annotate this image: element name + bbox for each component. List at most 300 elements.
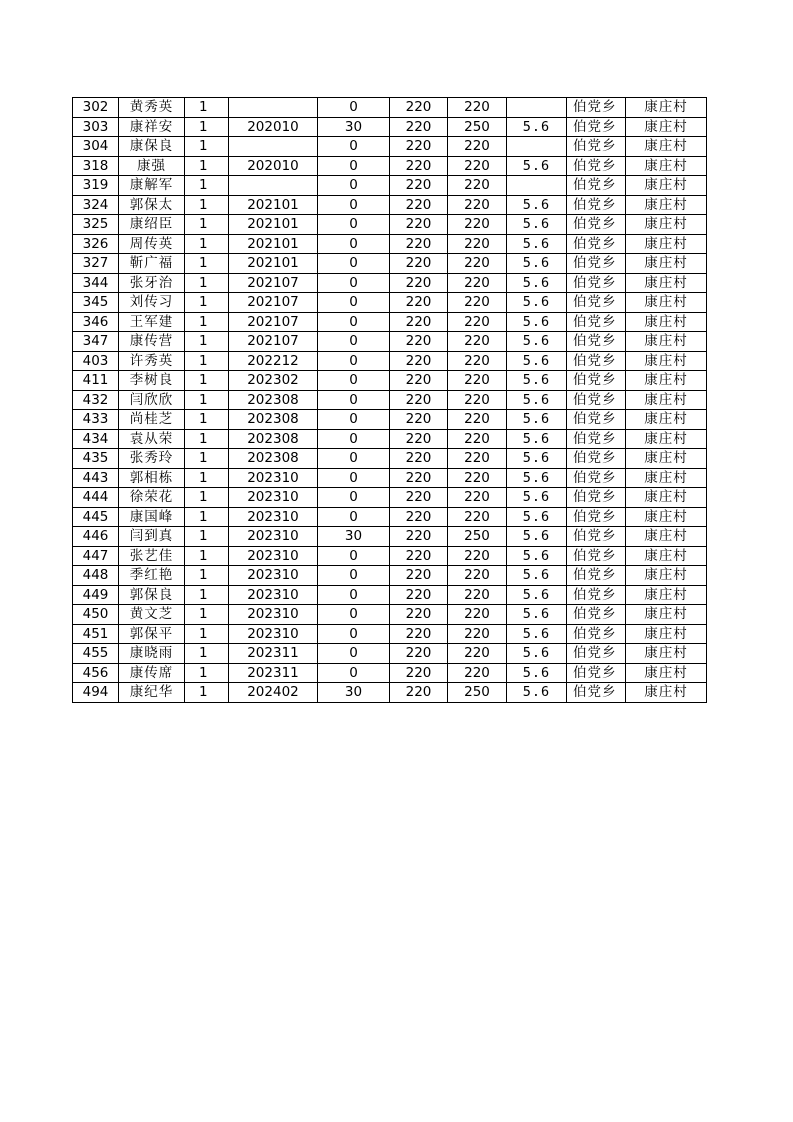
cell-township: 伯党乡 [567, 410, 626, 430]
cell-village: 康庄村 [626, 449, 707, 469]
cell-person-name: 郭保平 [119, 624, 185, 644]
cell-township: 伯党乡 [567, 312, 626, 332]
cell-rate: 5.6 [507, 605, 567, 625]
cell-row-id: 435 [73, 449, 119, 469]
cell-row-id: 324 [73, 195, 119, 215]
cell-base-amount: 220 [390, 507, 448, 527]
cell-household-count: 1 [185, 507, 229, 527]
cell-row-id: 450 [73, 605, 119, 625]
cell-village: 康庄村 [626, 527, 707, 547]
cell-village: 康庄村 [626, 644, 707, 664]
cell-village: 康庄村 [626, 429, 707, 449]
cell-household-count: 1 [185, 546, 229, 566]
table-row [73, 273, 707, 293]
cell-row-id: 411 [73, 371, 119, 391]
cell-total-amount: 220 [448, 624, 507, 644]
cell-extra-amount: 0 [318, 488, 390, 508]
cell-person-name: 尚桂芝 [119, 410, 185, 430]
cell-person-name: 郭保良 [119, 585, 185, 605]
table-row [73, 663, 707, 683]
cell-village: 康庄村 [626, 605, 707, 625]
table-row [73, 566, 707, 586]
cell-person-name: 周传英 [119, 234, 185, 254]
cell-extra-amount: 0 [318, 410, 390, 430]
table-row [73, 390, 707, 410]
cell-village: 康庄村 [626, 351, 707, 371]
cell-person-name: 康纪华 [119, 683, 185, 703]
cell-row-id: 448 [73, 566, 119, 586]
cell-base-amount: 220 [390, 605, 448, 625]
cell-rate: 5.6 [507, 293, 567, 313]
cell-row-id: 433 [73, 410, 119, 430]
cell-household-count: 1 [185, 527, 229, 547]
table-row [73, 371, 707, 391]
cell-rate: 5.6 [507, 410, 567, 430]
table-row [73, 644, 707, 664]
cell-row-id: 325 [73, 215, 119, 235]
cell-base-amount: 220 [390, 273, 448, 293]
cell-household-count: 1 [185, 410, 229, 430]
cell-total-amount: 220 [448, 585, 507, 605]
cell-person-name: 张艺佳 [119, 546, 185, 566]
cell-total-amount: 220 [448, 215, 507, 235]
cell-start-month: 202101 [229, 234, 318, 254]
cell-township: 伯党乡 [567, 234, 626, 254]
cell-extra-amount: 0 [318, 663, 390, 683]
cell-village: 康庄村 [626, 156, 707, 176]
cell-household-count: 1 [185, 605, 229, 625]
table-row [73, 215, 707, 235]
cell-row-id: 456 [73, 663, 119, 683]
cell-village: 康庄村 [626, 176, 707, 196]
cell-village: 康庄村 [626, 371, 707, 391]
cell-row-id: 434 [73, 429, 119, 449]
cell-base-amount: 220 [390, 195, 448, 215]
cell-village: 康庄村 [626, 332, 707, 352]
cell-base-amount: 220 [390, 254, 448, 274]
cell-extra-amount: 30 [318, 117, 390, 137]
cell-person-name: 郭相栋 [119, 468, 185, 488]
cell-rate: 5.6 [507, 332, 567, 352]
table-row [73, 195, 707, 215]
cell-household-count: 1 [185, 371, 229, 391]
cell-row-id: 451 [73, 624, 119, 644]
cell-start-month: 202308 [229, 390, 318, 410]
cell-township: 伯党乡 [567, 117, 626, 137]
cell-household-count: 1 [185, 195, 229, 215]
cell-township: 伯党乡 [567, 488, 626, 508]
table-row [73, 312, 707, 332]
table-row [73, 449, 707, 469]
cell-village: 康庄村 [626, 195, 707, 215]
cell-rate: 5.6 [507, 468, 567, 488]
cell-township: 伯党乡 [567, 215, 626, 235]
cell-total-amount: 220 [448, 566, 507, 586]
cell-total-amount: 220 [448, 449, 507, 469]
cell-rate: 5.6 [507, 566, 567, 586]
cell-person-name: 李树良 [119, 371, 185, 391]
table-row [73, 468, 707, 488]
cell-township: 伯党乡 [567, 449, 626, 469]
cell-row-id: 445 [73, 507, 119, 527]
cell-township: 伯党乡 [567, 585, 626, 605]
table-row [73, 507, 707, 527]
cell-start-month: 202308 [229, 410, 318, 430]
cell-extra-amount: 0 [318, 156, 390, 176]
cell-household-count: 1 [185, 624, 229, 644]
table-row [73, 254, 707, 274]
cell-extra-amount: 0 [318, 429, 390, 449]
cell-extra-amount: 0 [318, 98, 390, 118]
cell-household-count: 1 [185, 449, 229, 469]
cell-township: 伯党乡 [567, 468, 626, 488]
cell-extra-amount: 0 [318, 605, 390, 625]
cell-township: 伯党乡 [567, 507, 626, 527]
cell-start-month [229, 98, 318, 118]
cell-person-name: 徐荣花 [119, 488, 185, 508]
cell-row-id: 344 [73, 273, 119, 293]
cell-township: 伯党乡 [567, 137, 626, 157]
cell-base-amount: 220 [390, 410, 448, 430]
table-row [73, 410, 707, 430]
cell-base-amount: 220 [390, 546, 448, 566]
cell-base-amount: 220 [390, 683, 448, 703]
cell-household-count: 1 [185, 254, 229, 274]
cell-row-id: 319 [73, 176, 119, 196]
cell-village: 康庄村 [626, 546, 707, 566]
cell-total-amount: 220 [448, 137, 507, 157]
cell-household-count: 1 [185, 390, 229, 410]
cell-extra-amount: 0 [318, 195, 390, 215]
cell-rate: 5.6 [507, 351, 567, 371]
cell-village: 康庄村 [626, 215, 707, 235]
cell-total-amount: 220 [448, 351, 507, 371]
cell-person-name: 刘传习 [119, 293, 185, 313]
cell-household-count: 1 [185, 117, 229, 137]
cell-township: 伯党乡 [567, 273, 626, 293]
cell-extra-amount: 0 [318, 624, 390, 644]
cell-person-name: 季红艳 [119, 566, 185, 586]
cell-base-amount: 220 [390, 527, 448, 547]
cell-base-amount: 220 [390, 234, 448, 254]
table-row [73, 293, 707, 313]
cell-extra-amount: 0 [318, 176, 390, 196]
cell-total-amount: 220 [448, 468, 507, 488]
cell-extra-amount: 0 [318, 566, 390, 586]
cell-row-id: 302 [73, 98, 119, 118]
cell-extra-amount: 0 [318, 273, 390, 293]
cell-base-amount: 220 [390, 468, 448, 488]
cell-rate: 5.6 [507, 371, 567, 391]
cell-start-month: 202010 [229, 117, 318, 137]
cell-extra-amount: 30 [318, 527, 390, 547]
cell-person-name: 康传营 [119, 332, 185, 352]
cell-base-amount: 220 [390, 371, 448, 391]
cell-start-month: 202402 [229, 683, 318, 703]
cell-extra-amount: 0 [318, 390, 390, 410]
cell-rate: 5.6 [507, 449, 567, 469]
cell-township: 伯党乡 [567, 429, 626, 449]
cell-total-amount: 220 [448, 605, 507, 625]
cell-rate: 5.6 [507, 234, 567, 254]
cell-village: 康庄村 [626, 234, 707, 254]
cell-household-count: 1 [185, 683, 229, 703]
cell-row-id: 327 [73, 254, 119, 274]
subsidy-table [72, 97, 707, 703]
cell-rate: 5.6 [507, 488, 567, 508]
table-body [73, 98, 707, 703]
table-row [73, 156, 707, 176]
table-row [73, 117, 707, 137]
cell-person-name: 黄文芝 [119, 605, 185, 625]
cell-rate: 5.6 [507, 429, 567, 449]
cell-extra-amount: 0 [318, 351, 390, 371]
cell-township: 伯党乡 [567, 195, 626, 215]
cell-start-month: 202310 [229, 585, 318, 605]
cell-township: 伯党乡 [567, 156, 626, 176]
cell-base-amount: 220 [390, 312, 448, 332]
cell-household-count: 1 [185, 176, 229, 196]
cell-person-name: 康传席 [119, 663, 185, 683]
cell-start-month: 202310 [229, 546, 318, 566]
cell-row-id: 347 [73, 332, 119, 352]
cell-extra-amount: 0 [318, 215, 390, 235]
cell-start-month: 202107 [229, 312, 318, 332]
cell-household-count: 1 [185, 312, 229, 332]
cell-township: 伯党乡 [567, 663, 626, 683]
cell-extra-amount: 0 [318, 137, 390, 157]
cell-base-amount: 220 [390, 488, 448, 508]
cell-total-amount: 220 [448, 195, 507, 215]
cell-rate: 5.6 [507, 312, 567, 332]
cell-township: 伯党乡 [567, 254, 626, 274]
cell-person-name: 黄秀英 [119, 98, 185, 118]
cell-extra-amount: 30 [318, 683, 390, 703]
cell-start-month: 202310 [229, 527, 318, 547]
cell-row-id: 318 [73, 156, 119, 176]
cell-extra-amount: 0 [318, 312, 390, 332]
cell-village: 康庄村 [626, 273, 707, 293]
cell-township: 伯党乡 [567, 293, 626, 313]
cell-start-month: 202310 [229, 507, 318, 527]
cell-total-amount: 220 [448, 254, 507, 274]
cell-row-id: 494 [73, 683, 119, 703]
cell-total-amount: 220 [448, 546, 507, 566]
cell-start-month: 202302 [229, 371, 318, 391]
cell-extra-amount: 0 [318, 546, 390, 566]
cell-township: 伯党乡 [567, 566, 626, 586]
cell-household-count: 1 [185, 566, 229, 586]
table-row [73, 176, 707, 196]
cell-total-amount: 250 [448, 527, 507, 547]
cell-person-name: 康保良 [119, 137, 185, 157]
cell-total-amount: 220 [448, 156, 507, 176]
cell-household-count: 1 [185, 351, 229, 371]
cell-start-month: 202107 [229, 293, 318, 313]
cell-village: 康庄村 [626, 566, 707, 586]
cell-row-id: 446 [73, 527, 119, 547]
cell-row-id: 432 [73, 390, 119, 410]
cell-start-month: 202310 [229, 624, 318, 644]
cell-total-amount: 220 [448, 312, 507, 332]
cell-row-id: 443 [73, 468, 119, 488]
cell-start-month: 202310 [229, 566, 318, 586]
cell-row-id: 345 [73, 293, 119, 313]
cell-household-count: 1 [185, 137, 229, 157]
cell-base-amount: 220 [390, 644, 448, 664]
cell-township: 伯党乡 [567, 683, 626, 703]
cell-person-name: 张秀玲 [119, 449, 185, 469]
cell-household-count: 1 [185, 429, 229, 449]
cell-rate: 5.6 [507, 195, 567, 215]
cell-row-id: 304 [73, 137, 119, 157]
cell-person-name: 袁从荣 [119, 429, 185, 449]
cell-start-month: 202101 [229, 215, 318, 235]
cell-total-amount: 220 [448, 332, 507, 352]
cell-person-name: 康祥安 [119, 117, 185, 137]
cell-rate: 5.6 [507, 624, 567, 644]
cell-base-amount: 220 [390, 137, 448, 157]
cell-start-month: 202101 [229, 254, 318, 274]
cell-total-amount: 220 [448, 390, 507, 410]
cell-total-amount: 220 [448, 429, 507, 449]
cell-person-name: 闫欣欣 [119, 390, 185, 410]
table-row [73, 546, 707, 566]
cell-row-id: 403 [73, 351, 119, 371]
cell-base-amount: 220 [390, 663, 448, 683]
cell-rate: 5.6 [507, 254, 567, 274]
cell-base-amount: 220 [390, 332, 448, 352]
cell-household-count: 1 [185, 234, 229, 254]
cell-row-id: 326 [73, 234, 119, 254]
cell-row-id: 444 [73, 488, 119, 508]
cell-extra-amount: 0 [318, 371, 390, 391]
table-row [73, 234, 707, 254]
cell-village: 康庄村 [626, 624, 707, 644]
cell-total-amount: 220 [448, 663, 507, 683]
cell-village: 康庄村 [626, 410, 707, 430]
cell-total-amount: 220 [448, 273, 507, 293]
cell-rate: 5.6 [507, 390, 567, 410]
cell-household-count: 1 [185, 644, 229, 664]
table-row [73, 585, 707, 605]
cell-rate: 5.6 [507, 117, 567, 137]
cell-total-amount: 220 [448, 488, 507, 508]
cell-person-name: 许秀英 [119, 351, 185, 371]
cell-row-id: 449 [73, 585, 119, 605]
cell-start-month: 202101 [229, 195, 318, 215]
cell-household-count: 1 [185, 332, 229, 352]
cell-extra-amount: 0 [318, 234, 390, 254]
cell-rate: 5.6 [507, 527, 567, 547]
cell-extra-amount: 0 [318, 468, 390, 488]
cell-village: 康庄村 [626, 390, 707, 410]
cell-extra-amount: 0 [318, 254, 390, 274]
cell-start-month: 202310 [229, 468, 318, 488]
cell-base-amount: 220 [390, 176, 448, 196]
cell-extra-amount: 0 [318, 644, 390, 664]
cell-row-id: 303 [73, 117, 119, 137]
cell-village: 康庄村 [626, 293, 707, 313]
cell-person-name: 张牙治 [119, 273, 185, 293]
cell-start-month: 202212 [229, 351, 318, 371]
cell-rate [507, 98, 567, 118]
cell-person-name: 康绍臣 [119, 215, 185, 235]
cell-extra-amount: 0 [318, 585, 390, 605]
cell-township: 伯党乡 [567, 546, 626, 566]
cell-village: 康庄村 [626, 312, 707, 332]
cell-start-month: 202311 [229, 644, 318, 664]
cell-person-name: 康解军 [119, 176, 185, 196]
cell-rate: 5.6 [507, 215, 567, 235]
cell-person-name: 闫到真 [119, 527, 185, 547]
cell-base-amount: 220 [390, 98, 448, 118]
cell-base-amount: 220 [390, 429, 448, 449]
cell-base-amount: 220 [390, 156, 448, 176]
table-row [73, 429, 707, 449]
cell-village: 康庄村 [626, 137, 707, 157]
cell-row-id: 455 [73, 644, 119, 664]
table-row [73, 137, 707, 157]
cell-rate [507, 137, 567, 157]
cell-base-amount: 220 [390, 449, 448, 469]
cell-person-name: 王军建 [119, 312, 185, 332]
cell-township: 伯党乡 [567, 351, 626, 371]
cell-total-amount: 220 [448, 507, 507, 527]
cell-village: 康庄村 [626, 683, 707, 703]
cell-household-count: 1 [185, 293, 229, 313]
cell-start-month [229, 176, 318, 196]
cell-rate: 5.6 [507, 507, 567, 527]
cell-township: 伯党乡 [567, 624, 626, 644]
cell-person-name: 郭保太 [119, 195, 185, 215]
cell-start-month: 202107 [229, 273, 318, 293]
cell-township: 伯党乡 [567, 332, 626, 352]
cell-village: 康庄村 [626, 254, 707, 274]
cell-township: 伯党乡 [567, 98, 626, 118]
cell-start-month: 202310 [229, 605, 318, 625]
cell-total-amount: 220 [448, 293, 507, 313]
cell-rate: 5.6 [507, 585, 567, 605]
cell-total-amount: 250 [448, 117, 507, 137]
table-row [73, 527, 707, 547]
cell-person-name: 靳广福 [119, 254, 185, 274]
cell-household-count: 1 [185, 468, 229, 488]
cell-start-month: 202310 [229, 488, 318, 508]
cell-extra-amount: 0 [318, 332, 390, 352]
cell-total-amount: 250 [448, 683, 507, 703]
cell-village: 康庄村 [626, 585, 707, 605]
cell-household-count: 1 [185, 98, 229, 118]
cell-extra-amount: 0 [318, 449, 390, 469]
cell-rate: 5.6 [507, 663, 567, 683]
table-row [73, 98, 707, 118]
cell-village: 康庄村 [626, 468, 707, 488]
table-row [73, 488, 707, 508]
cell-start-month: 202107 [229, 332, 318, 352]
cell-village: 康庄村 [626, 507, 707, 527]
cell-total-amount: 220 [448, 98, 507, 118]
cell-household-count: 1 [185, 663, 229, 683]
cell-rate: 5.6 [507, 644, 567, 664]
cell-rate [507, 176, 567, 196]
cell-person-name: 康强 [119, 156, 185, 176]
cell-start-month: 202308 [229, 429, 318, 449]
cell-total-amount: 220 [448, 410, 507, 430]
cell-township: 伯党乡 [567, 644, 626, 664]
cell-row-id: 346 [73, 312, 119, 332]
cell-base-amount: 220 [390, 215, 448, 235]
